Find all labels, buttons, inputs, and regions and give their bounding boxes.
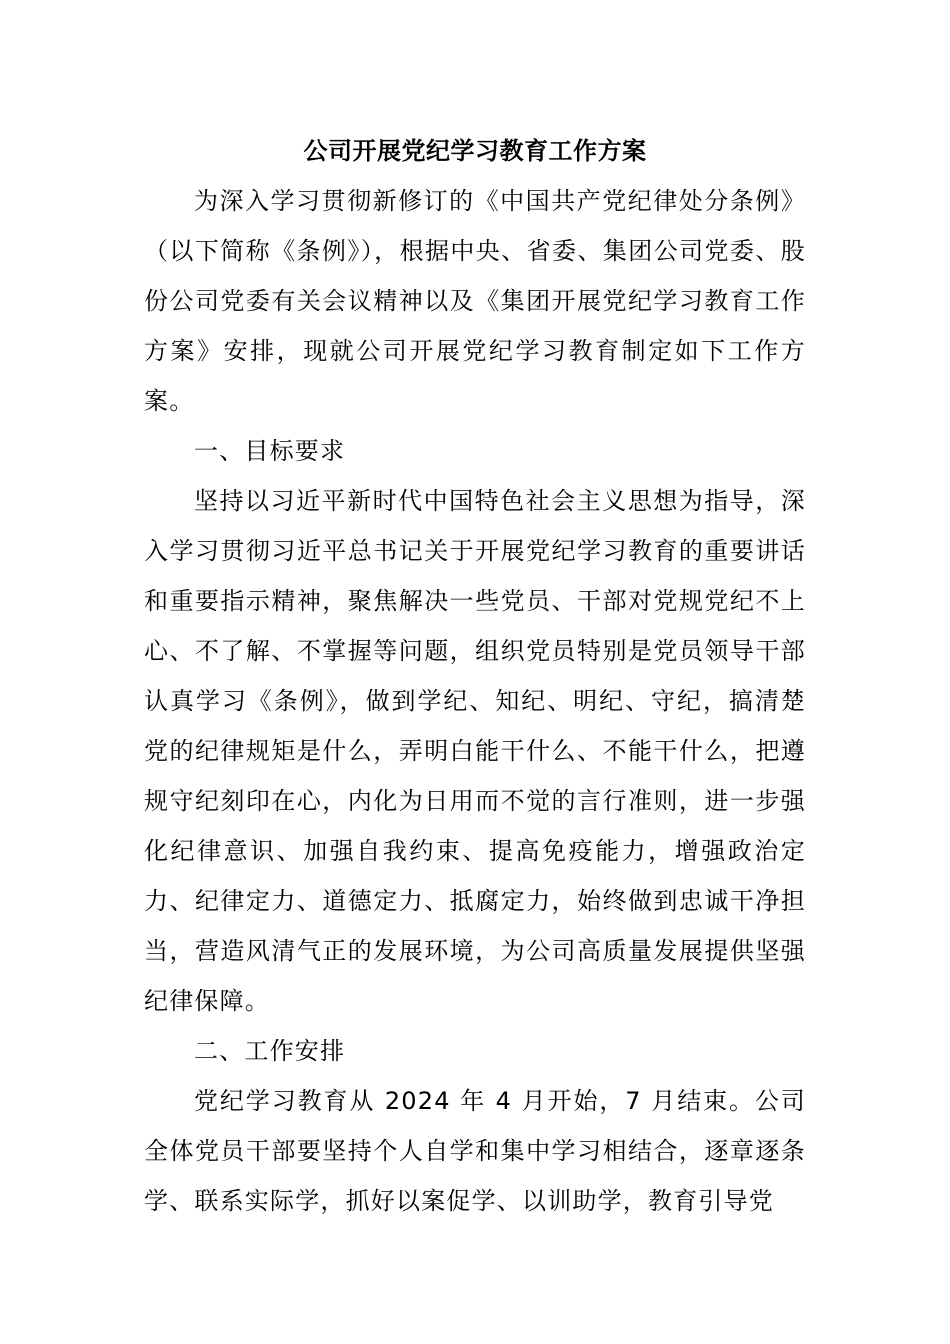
section-heading-arrangement: 二、工作安排 — [194, 1037, 346, 1065]
section-heading-goals: 一、目标要求 — [194, 437, 346, 465]
intro-paragraph: 为深入学习贯彻新修订的《中国共产党纪律处分条例》（以下简称《条例》），根据中央、省委、集团公司党委、股份公司党委有关会议精神以及《集团开展党纪学习教育工作方案》安排，现就公司开展党纪学习教育制定如下工作方案。 — [144, 187, 806, 415]
arrangement-paragraph: 党纪学习教育从 2024 年 4 月开始，7 月结束。公司全体党员干部要坚持个人自学和集中学习相结合，逐章逐条学、联系实际学，抓好以案促学、以训助学，教育引导党 — [144, 1087, 806, 1215]
goals-paragraph: 坚持以习近平新时代中国特色社会主义思想为指导，深入学习贯彻习近平总书记关于开展党纪学习教育的重要讲话和重要指示精神，聚焦解决一些党员、干部对党规党纪不上心、不了解、不掌握等问题，组织党员特别是党员领导干部认真学习《条例》，做到学纪、知纪、明纪、守纪，搞清楚党的纪律规矩是什么，弄明白能干什么、不能干什么，把遵规守纪刻印在心，内化为日用而不觉的言行准则，进一步强化纪律意识、加强自我约束、提高免疫能力，增强政治定力、纪律定力、道德定力、抵腐定力，始终做到忠诚干净担当，营造风清气正的发展环境，为公司高质量发展提供坚强纪律保障。 — [144, 487, 806, 1015]
document-title: 公司开展党纪学习教育工作方案 — [303, 137, 647, 165]
document-body — [144, 176, 806, 1226]
